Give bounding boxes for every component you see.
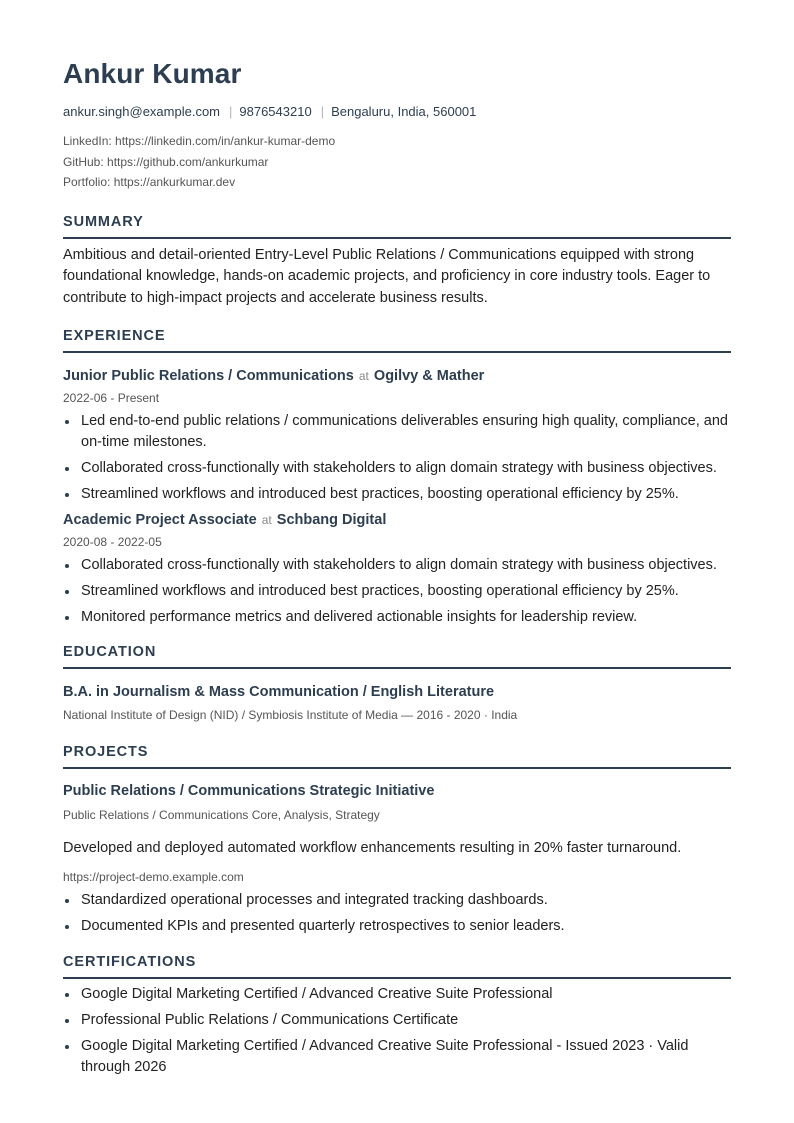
- contact-separator: |: [320, 104, 325, 119]
- project-link[interactable]: https://project-demo.example.com: [63, 870, 244, 884]
- email-link[interactable]: ankur.singh@example.com: [63, 104, 220, 119]
- project-description: Developed and deployed automated workflow enhancements resulting in 20% faster turnaround.: [63, 840, 682, 856]
- project-title: Public Relations / Communications Strategic Initiative: [63, 783, 435, 799]
- bullet-item: Collaborated cross-functionally with stakeholders to align domain strategy with business objectives.: [63, 555, 731, 576]
- project-bullets: [63, 890, 731, 937]
- job-dates: 2022-06 - Present: [63, 391, 160, 405]
- bullet-item: Monitored performance metrics and delivered actionable insights for leadership review.: [63, 607, 731, 628]
- project-tech-stack: Public Relations / Communications Core, Analysis, Strategy: [63, 808, 380, 822]
- job-company: Schbang Digital: [276, 512, 387, 528]
- certification-item: Professional Public Relations / Communications Certificate: [63, 1010, 731, 1031]
- job-dates: 2020-08 - 2022-05: [63, 535, 162, 549]
- certification-item: Google Digital Marketing Certified / Advanced Creative Suite Professional: [63, 984, 731, 1005]
- experience-entry: [63, 366, 731, 505]
- bullet-item: Standardized operational processes and integrated tracking dashboards.: [63, 890, 731, 911]
- experience-heading: EXPERIENCE: [63, 328, 731, 353]
- summary-text: Ambitious and detail-oriented Entry-Level Public Relations / Communications equipped with strong foundational knowledge, hands-on academic projects, and proficiency in core industry tools. Eager to contribute to high-impact projects and accelerate business results.: [63, 246, 711, 306]
- contact-separator: |: [229, 104, 233, 119]
- bullet-item: Documented KPIs and presented quarterly retrospectives to senior leaders.: [63, 916, 731, 937]
- job-at-label: at: [358, 369, 369, 383]
- job-company: Ogilvy & Mather: [373, 368, 485, 384]
- github-link[interactable]: GitHub: https://github.com/ankurkumar: [63, 154, 269, 169]
- school-details: National Institute of Design (NID) / Symbiosis Institute of Media — 2016 - 2020 · India: [63, 708, 518, 722]
- degree-title: B.A. in Journalism & Mass Communication / English Literature: [63, 684, 495, 700]
- location: Bengaluru, India, 560001: [331, 104, 477, 119]
- linkedin-link[interactable]: LinkedIn: https://linkedin.com/in/ankur-kumar-demo: [63, 134, 336, 148]
- contact-row: [63, 104, 731, 120]
- candidate-name: Ankur Kumar: [63, 58, 242, 89]
- job-bullets: [63, 555, 731, 628]
- bullet-item: Collaborated cross-functionally with stakeholders to align domain strategy with business objectives.: [63, 458, 731, 479]
- phone-number: 9876543210: [239, 104, 312, 119]
- job-title-line: [63, 510, 731, 530]
- profile-links: [63, 131, 731, 193]
- job-at-label: at: [261, 513, 272, 527]
- certification-list: [63, 984, 731, 1078]
- certification-item: Google Digital Marketing Certified / Advanced Creative Suite Professional - Issued 2023 · Valid through 2026: [63, 1036, 731, 1078]
- experience-entry: [63, 510, 731, 628]
- bullet-item: Streamlined workflows and introduced best practices, boosting operational efficiency by 25%.: [63, 581, 731, 602]
- job-title-line: [63, 366, 731, 386]
- job-role: Academic Project Associate: [63, 512, 257, 528]
- projects-heading: PROJECTS: [63, 744, 731, 769]
- certifications-heading: CERTIFICATIONS: [63, 954, 731, 979]
- job-role: Junior Public Relations / Communications: [63, 368, 354, 384]
- summary-heading: SUMMARY: [63, 214, 731, 239]
- bullet-item: Led end-to-end public relations / communications deliverables ensuring high quality, compliance, and on-time milestones.: [63, 411, 731, 453]
- portfolio-link[interactable]: Portfolio: https://ankurkumar.dev: [63, 175, 236, 189]
- bullet-item: Streamlined workflows and introduced best practices, boosting operational efficiency by 25%.: [63, 484, 731, 505]
- job-bullets: [63, 411, 731, 505]
- education-heading: EDUCATION: [63, 644, 731, 669]
